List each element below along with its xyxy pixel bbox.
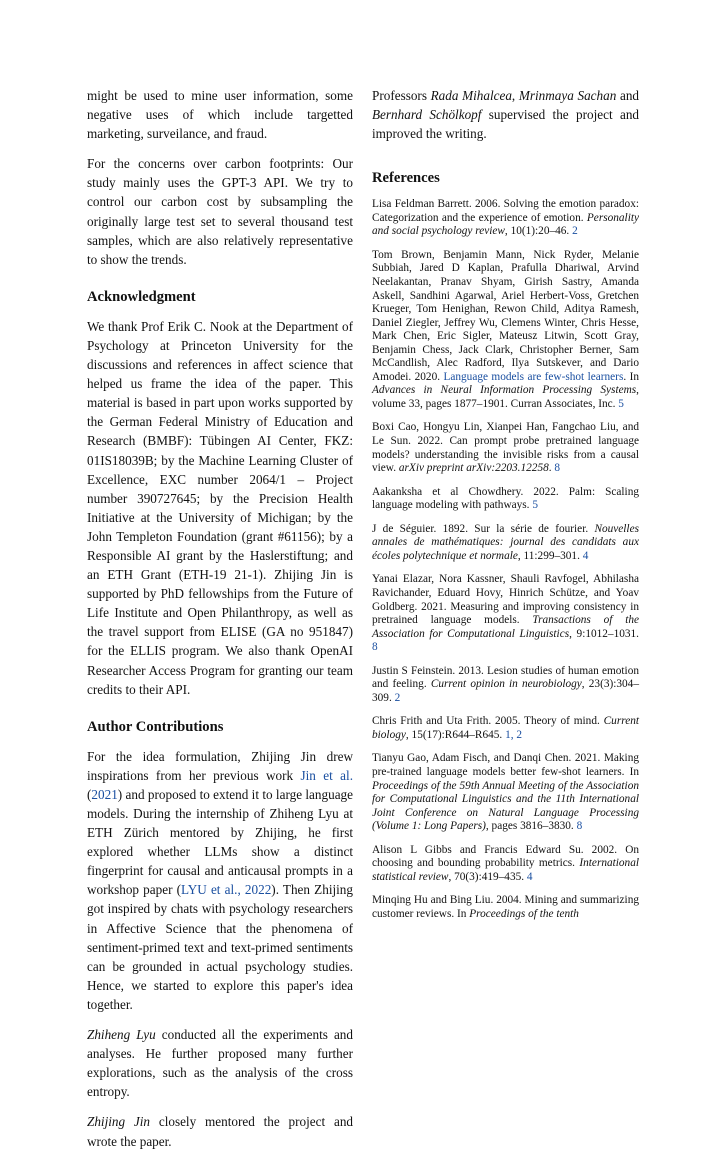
- jin-paragraph: [87, 1112, 353, 1150]
- prof-text: Professors: [372, 88, 431, 103]
- ref-text: Alison L Gibbs and Francis Edward Su. 2002. On choosing and bounding probability metrics.: [372, 843, 639, 870]
- ref-venue: Current biology: [372, 715, 639, 741]
- contributions-paragraph: [87, 747, 353, 1014]
- contrib-text: For the idea formulation, Zhijing Jin drew inspirations from her previous work: [87, 748, 353, 783]
- author-name: Bernhard Schölkopf: [372, 107, 482, 123]
- backref-link[interactable]: 1, 2: [505, 728, 523, 741]
- ref-text: , 11:299–301.: [517, 549, 583, 562]
- ref-text: Chris Frith and Uta Frith. 2005. Theory of mind.: [372, 715, 604, 728]
- backref-link[interactable]: 2: [394, 691, 401, 704]
- citation-link[interactable]: LYU et al., 2022: [181, 882, 272, 898]
- backref-link[interactable]: 8: [554, 462, 561, 475]
- backref-link[interactable]: 4: [582, 549, 589, 562]
- ref-venue: Advances in Neural Information Processing Systems: [372, 384, 637, 397]
- reference-entry: [372, 844, 639, 885]
- ref-text: , 15(17):R644–R645.: [405, 728, 506, 741]
- ref-text: , 23(3):304–309.: [372, 678, 639, 704]
- lyu-text: conducted all the experiments and analyses. He further proposed many further explorations, such as the analysis of the cross entropy.: [87, 1027, 353, 1100]
- ref-text: , pages 3816–3830.: [485, 820, 577, 833]
- backref-link[interactable]: 8: [372, 641, 378, 654]
- author-name: Zhijing Jin: [87, 1114, 151, 1130]
- ref-venue: Nouvelles annales de mathématiques: journal des candidats aux écoles polytechnique et normale: [372, 522, 639, 562]
- ref-text: . In: [623, 370, 639, 383]
- reference-entry: [372, 249, 639, 412]
- ref-venue: Transactions of the Association for Computational Linguistics: [372, 614, 639, 640]
- prof-text: and: [616, 88, 640, 103]
- ref-text: Aakanksha et al Chowdhery. 2022. Palm: Scaling language modeling with pathways.: [372, 485, 639, 512]
- contrib-text: ). Then Zhijing got inspired by chats with psychology researchers in Affective Science that the phenomena of sentiment-primed text and text-primed sentiments can be grounded in actual psychology studies. Hence, we started to explore this paper's idea together.: [87, 882, 353, 1012]
- author-name: Rada Mihalcea: [430, 88, 512, 103]
- author-contributions-heading: Author Contributions: [87, 718, 224, 735]
- ref-text: .: [548, 462, 555, 475]
- ref-venue: International statistical review: [372, 857, 639, 883]
- reference-entry: [372, 752, 639, 833]
- backref-link[interactable]: 4: [526, 870, 533, 883]
- citation-link[interactable]: Jin et al.: [300, 767, 353, 783]
- paper-link[interactable]: Language models are few-shot learners: [443, 370, 624, 383]
- ref-text: Tom Brown, Benjamin Mann, Nick Ryder, Melanie Subbiah, Jared D Kaplan, Prafulla Dhariwal, Arvind Neelakantan, Pranav Shyam, Girish Sastry, Amanda Askell, Sandhini Agarwal, Ariel Herbert-Voss, Gretchen Krueger, Tom Henighan, Rewon Child, Aditya Ramesh, Daniel Ziegler, Jeffrey Wu, Clemens Winter, Chris Hesse, Mark Chen, Eric Sigler, Mateusz Litwin, Scott Gray, Benjamin Chess, Jack Clark, Christopher Berner, Sam McCandlish, Alec Radford, Ilya Sutskever, and Dario Amodei. 2020.: [372, 248, 639, 383]
- citation-link[interactable]: 2021: [91, 786, 118, 802]
- reference-entry: [372, 421, 639, 475]
- ref-text: Yanai Elazar, Nora Kassner, Shauli Ravfogel, Abhilasha Ravichander, Eduard Hovy, Hinrich Schütze, and Yoav Goldberg. 2021. Measuring and improving consistency in pretrained language models.: [372, 573, 639, 627]
- backref-link[interactable]: 8: [576, 820, 583, 833]
- professors-paragraph: [372, 86, 639, 143]
- contrib-text: ) and proposed to extend it to large language models. During the internship of Zhiheng Lyu at ETH Zürich mentored by Zhijing, he first explored whether LLMs show a distinct fingerprint for causal and anticausal prompts in a workshop paper (: [87, 786, 353, 898]
- reference-entry: [372, 198, 639, 239]
- lyu-paragraph: [87, 1025, 353, 1101]
- reference-entry: [372, 523, 639, 564]
- backref-link[interactable]: 5: [618, 397, 624, 410]
- author-name: Mrinmaya Sachan: [518, 88, 617, 103]
- ref-text: Justin S Feinstein. 2013. Lesion studies of human emotion and feeling.: [372, 664, 639, 691]
- ref-text: , volume 33, pages 1877–1901. Curran Associates, Inc.: [372, 384, 639, 410]
- acknowledgment-heading: Acknowledgment: [87, 288, 196, 305]
- ref-venue: Proceedings of the tenth: [469, 907, 579, 920]
- prof-text: ,: [511, 88, 519, 103]
- author-name: Zhiheng Lyu: [87, 1027, 156, 1043]
- reference-entry: [372, 715, 639, 742]
- left-column: [87, 86, 353, 1162]
- ref-text: Tianyu Gao, Adam Fisch, and Danqi Chen. 2021. Making pre-trained language models better few-shot learners. In: [372, 752, 639, 778]
- reference-entry: [372, 894, 639, 921]
- ref-venue: Personality and social psychology review: [372, 211, 639, 238]
- ref-text: , 9:1012–1031.: [569, 627, 639, 640]
- ref-venue: Current opinion in neurobiology: [430, 678, 582, 691]
- backref-link[interactable]: 5: [532, 499, 538, 512]
- ref-text: Boxi Cao, Hongyu Lin, Xianpei Han, Fangchao Liu, and Le Sun. 2022. Can prompt probe pretrained language models? understanding the invisible risks from a causal view.: [372, 421, 639, 475]
- prof-text: supervised the project and improved the writing.: [372, 107, 640, 142]
- backref-link[interactable]: 2: [572, 225, 578, 238]
- ref-text: , 70(3):419–435.: [448, 870, 527, 883]
- acknowledgment-paragraph: We thank Prof Erik C. Nook at the Department of Psychology at Princeton University for the discussions and references in affect science that helped us frame the idea of the paper. This material is based in part upon works supported by the German Federal Ministry of Education and Research (BMBF): Tübingen AI Center, FKZ: 01IS18039B; by the Machine Learning Cluster of Excellence, EXC number 2064/1 – Project number 390727645; by the Precision Health Initiative at the University of Michigan; by the John Templeton Foundation (grant #61156); by a Responsible AI grant by the Haslerstiftung; and an ETH Grant (ETH-19 21-1). Zhijing Jin is supported by PhD fellowships from the Future of Life Institute and Open Philanthropy, as well as the travel support from ELISE (GA no 951847) for the ELLIS program. We also thank OpenAI Researcher Access Program for granting our team credits to their API.: [87, 318, 353, 697]
- right-column: [372, 86, 639, 931]
- ref-text: , 10(1):20–46.: [504, 225, 573, 238]
- ref-text: J de Séguier. 1892. Sur la série de fourier.: [372, 522, 595, 535]
- ref-text: Minqing Hu and Bing Liu. 2004. Mining and summarizing customer reviews. In: [372, 894, 639, 920]
- ref-text: Lisa Feldman Barrett. 2006. Solving the emotion paradox: Categorization and the experience of emotion.: [372, 198, 639, 224]
- carbon-paragraph: For the concerns over carbon footprints: Our study mainly uses the GPT-3 API. We try to control our carbon cost by subsampling the originally large test set to several thousand test samples, which are also relatively representative to show the trends.: [87, 156, 353, 267]
- ref-venue: Proceedings of the 59th Annual Meeting of the Association for Computational Linguistics and the 11th International Joint Conference on Natural Language Processing (Volume 1: Long Papers): [372, 779, 639, 833]
- jin-text: closely mentored the project and wrote the paper.: [87, 1114, 354, 1149]
- contrib-text: (: [87, 786, 92, 802]
- reference-entry: [372, 665, 639, 706]
- reference-entry: [372, 573, 639, 654]
- references-heading: References: [372, 170, 440, 187]
- ref-venue: arXiv preprint arXiv:2203.12258: [398, 462, 549, 475]
- ethics-paragraph: might be used to mine user information, some negative uses of which include targetted marketing, surveilance, and fraud.: [87, 88, 353, 142]
- reference-entry: [372, 486, 639, 513]
